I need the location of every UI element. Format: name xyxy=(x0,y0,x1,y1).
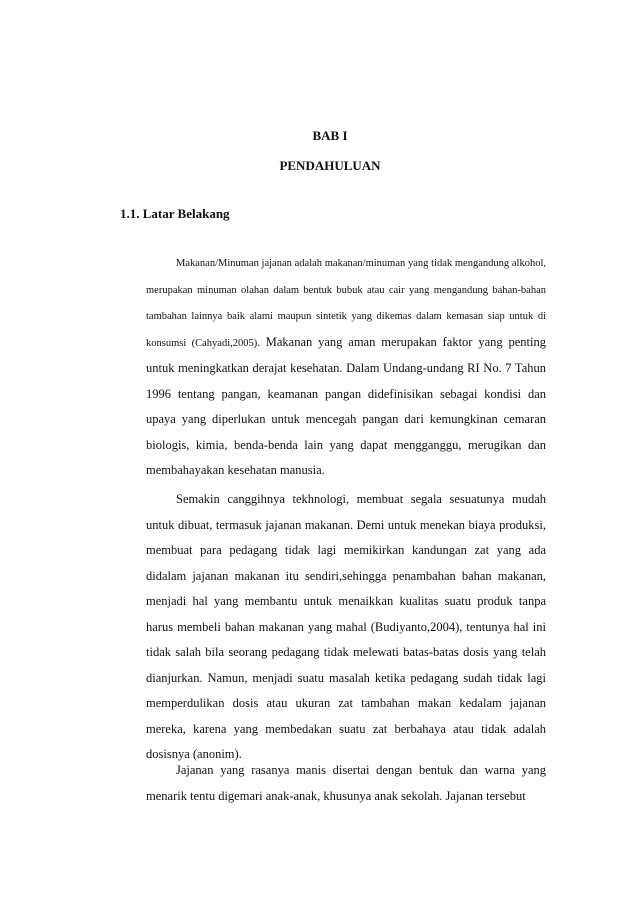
chapter-name: PENDAHULUAN xyxy=(279,158,381,173)
paragraph-1-text: Makanan yang aman merupakan faktor yang penting untuk meningkatkan derajat kesehatan. Dalam Undang-undang RI No. 7 Tahun 1996 tentang pangan, keamanan pangan didefinisikan sebagai kondisi dan upaya yang diperlukan untuk mencegah pangan dari kemungkinan cemaran biologis, kimia, benda-benda lain yang dapat mengganggu, merugikan dan membahayakan kesehatan manusia. xyxy=(146,334,547,477)
paragraph-3: Jajanan yang rasanya manis disertai dengan bentuk dan warna yang menarik tentu digemari anak-anak, khusunya anak sekolah. Jajanan tersebut xyxy=(146,763,546,803)
section-heading: 1.1. Latar Belakang xyxy=(120,206,230,221)
chapter-number: BAB I xyxy=(312,128,348,143)
paragraph-1-small-text: Makanan/Minuman jajanan adalah makanan/minuman yang tidak mengandung alkohol, merupakan minuman olahan dalam bentuk bubuk atau cair yang mengandung bahan-bahan tambahan lainnya baik alami maupun sintetik yang dikemas dalam kemasan siap untuk di konsumsi (Cahyadi,2005). xyxy=(146,258,546,349)
chapter-title xyxy=(0,121,638,181)
paragraph-2: Semakin canggihnya tekhnologi, membuat segala sesuatunya mudah untuk dibuat, termasuk jajanan makanan. Demi untuk menekan biaya produksi, membuat para pedagang tidak lagi memikirkan kandungan zat yang ada didalam jajanan makanan itu sendiri,sehingga penambahan bahan makanan, menjadi hal yang membantu untuk menaikkan kualitas suatu produk tanpa harus membeli bahan makanan yang mahal (Budiyanto,2004), tentunya hal ini tidak salah bila seorang pedagang tidak melewati batas-batas dosis yang telah dianjurkan. Namun, menjadi suatu masalah ketika pedagang sudah tidak lagi memperdulikan dosis atau ukuran zat tambahan makan kedalam jajanan mereka, karena yang membedakan suatu zat berbahaya atau tidak adalah dosisnya (anonim). xyxy=(146,492,546,761)
paragraph-1 xyxy=(146,250,546,484)
